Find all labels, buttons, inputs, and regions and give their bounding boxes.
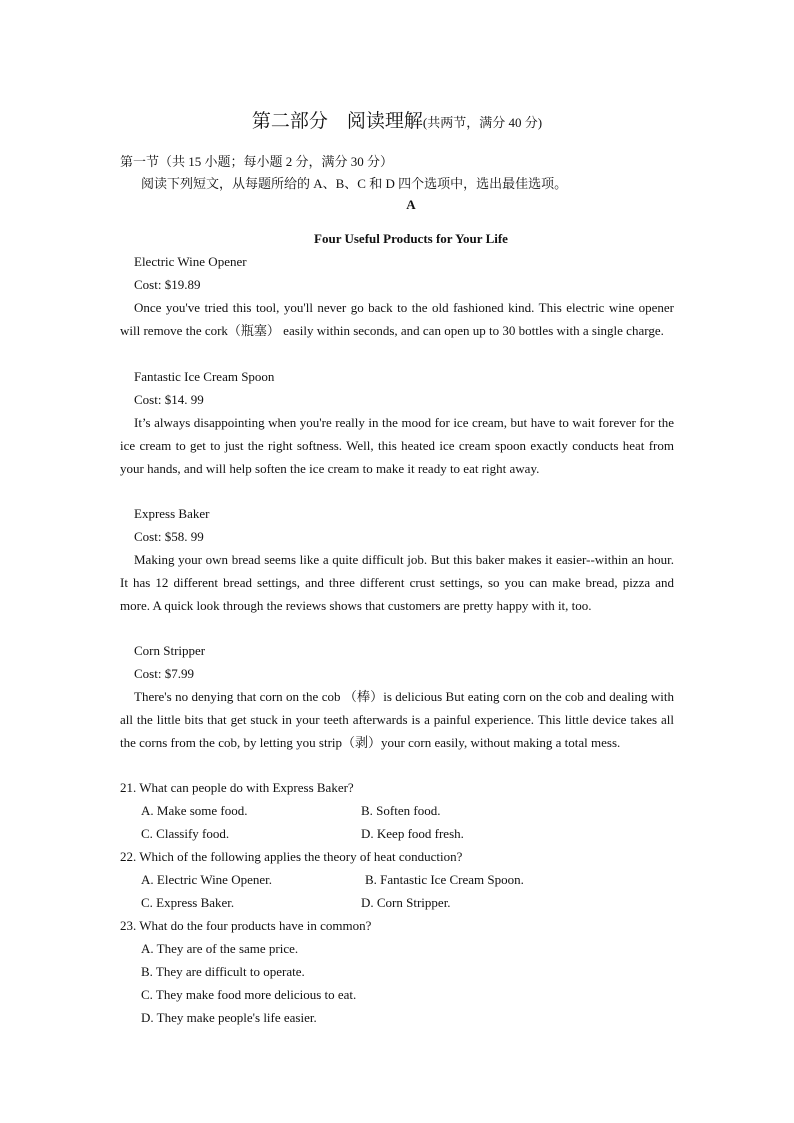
product-name: Corn Stripper (134, 643, 206, 658)
product-cost: Cost: $14. 99 (134, 392, 204, 407)
part-title (0, 106, 794, 133)
answer-option: C. They make food more delicious to eat. (141, 987, 357, 1002)
product-name: Electric Wine Opener (134, 254, 247, 269)
product-name: Fantastic Ice Cream Spoon (134, 369, 275, 384)
part-title-main: 第二部分 阅读理解 (251, 111, 423, 132)
product-cost: Cost: $19.89 (134, 277, 201, 292)
answer-option: C. Express Baker. (141, 895, 235, 910)
answer-option: B. Soften food. (361, 803, 441, 818)
passage-letter: A (406, 197, 416, 212)
part-title-sub: (共两节，满分 40 分) (422, 115, 543, 130)
product-description: Once you've tried this tool, you'll never go back to the old fashioned kind. This electric wine opener will remove the cork（瓶塞） easily within seconds, and can open up to 30 bottles with a single charge. (120, 300, 674, 338)
product-description: It’s always disappointing when you're really in the mood for ice cream, but have to wait forever for the ice cream to get to just the right softness. Well, this heated ice cream spoon exactly conducts heat from your hands, and will help soften the ice cream to make it ready to eat right away. (120, 415, 674, 476)
instructions: 阅读下列短文，从每题所给的 A、B、C 和 D 四个选项中，选出最佳选项。 (141, 176, 568, 191)
product-cost: Cost: $7.99 (134, 666, 194, 681)
answer-option: A. Make some food. (141, 803, 248, 818)
answer-option: D. They make people's life easier. (141, 1010, 317, 1025)
answer-option: D. Keep food fresh. (361, 826, 464, 841)
answer-option: B. Fantastic Ice Cream Spoon. (365, 872, 524, 887)
answer-option: A. They are of the same price. (141, 941, 299, 956)
answer-option: C. Classify food. (141, 826, 230, 841)
article-title: Four Useful Products for Your Life (314, 231, 508, 246)
section-heading: 第一节（共 15 小题；每小题 2 分，满分 30 分） (120, 154, 394, 169)
product-cost: Cost: $58. 99 (134, 529, 204, 544)
product-name: Express Baker (134, 506, 210, 521)
product-description: There's no denying that corn on the cob （棒）is delicious But eating corn on the cob and dealing with all the little bits that get stuck in your teeth afterwards is a painful experience. This little device takes all the corns from the cob, by letting you strip（剥）your corn easily, without making a total mess. (120, 689, 674, 750)
answer-option: B. They are difficult to operate. (141, 964, 305, 979)
product-description: Making your own bread seems like a quite difficult job. But this baker makes it easier--within an hour. It has 12 different bread settings, and three different crust settings, so you can make bread, pizza and more. A quick look through the reviews shows that customers are pretty happy with it, too. (120, 552, 674, 613)
answer-option: A. Electric Wine Opener. (141, 872, 272, 887)
answer-option: D. Corn Stripper. (361, 895, 451, 910)
question-stem: 21. What can people do with Express Baker? (120, 780, 354, 795)
question-stem: 22. Which of the following applies the theory of heat conduction? (120, 849, 463, 864)
question-stem: 23. What do the four products have in common? (120, 918, 372, 933)
